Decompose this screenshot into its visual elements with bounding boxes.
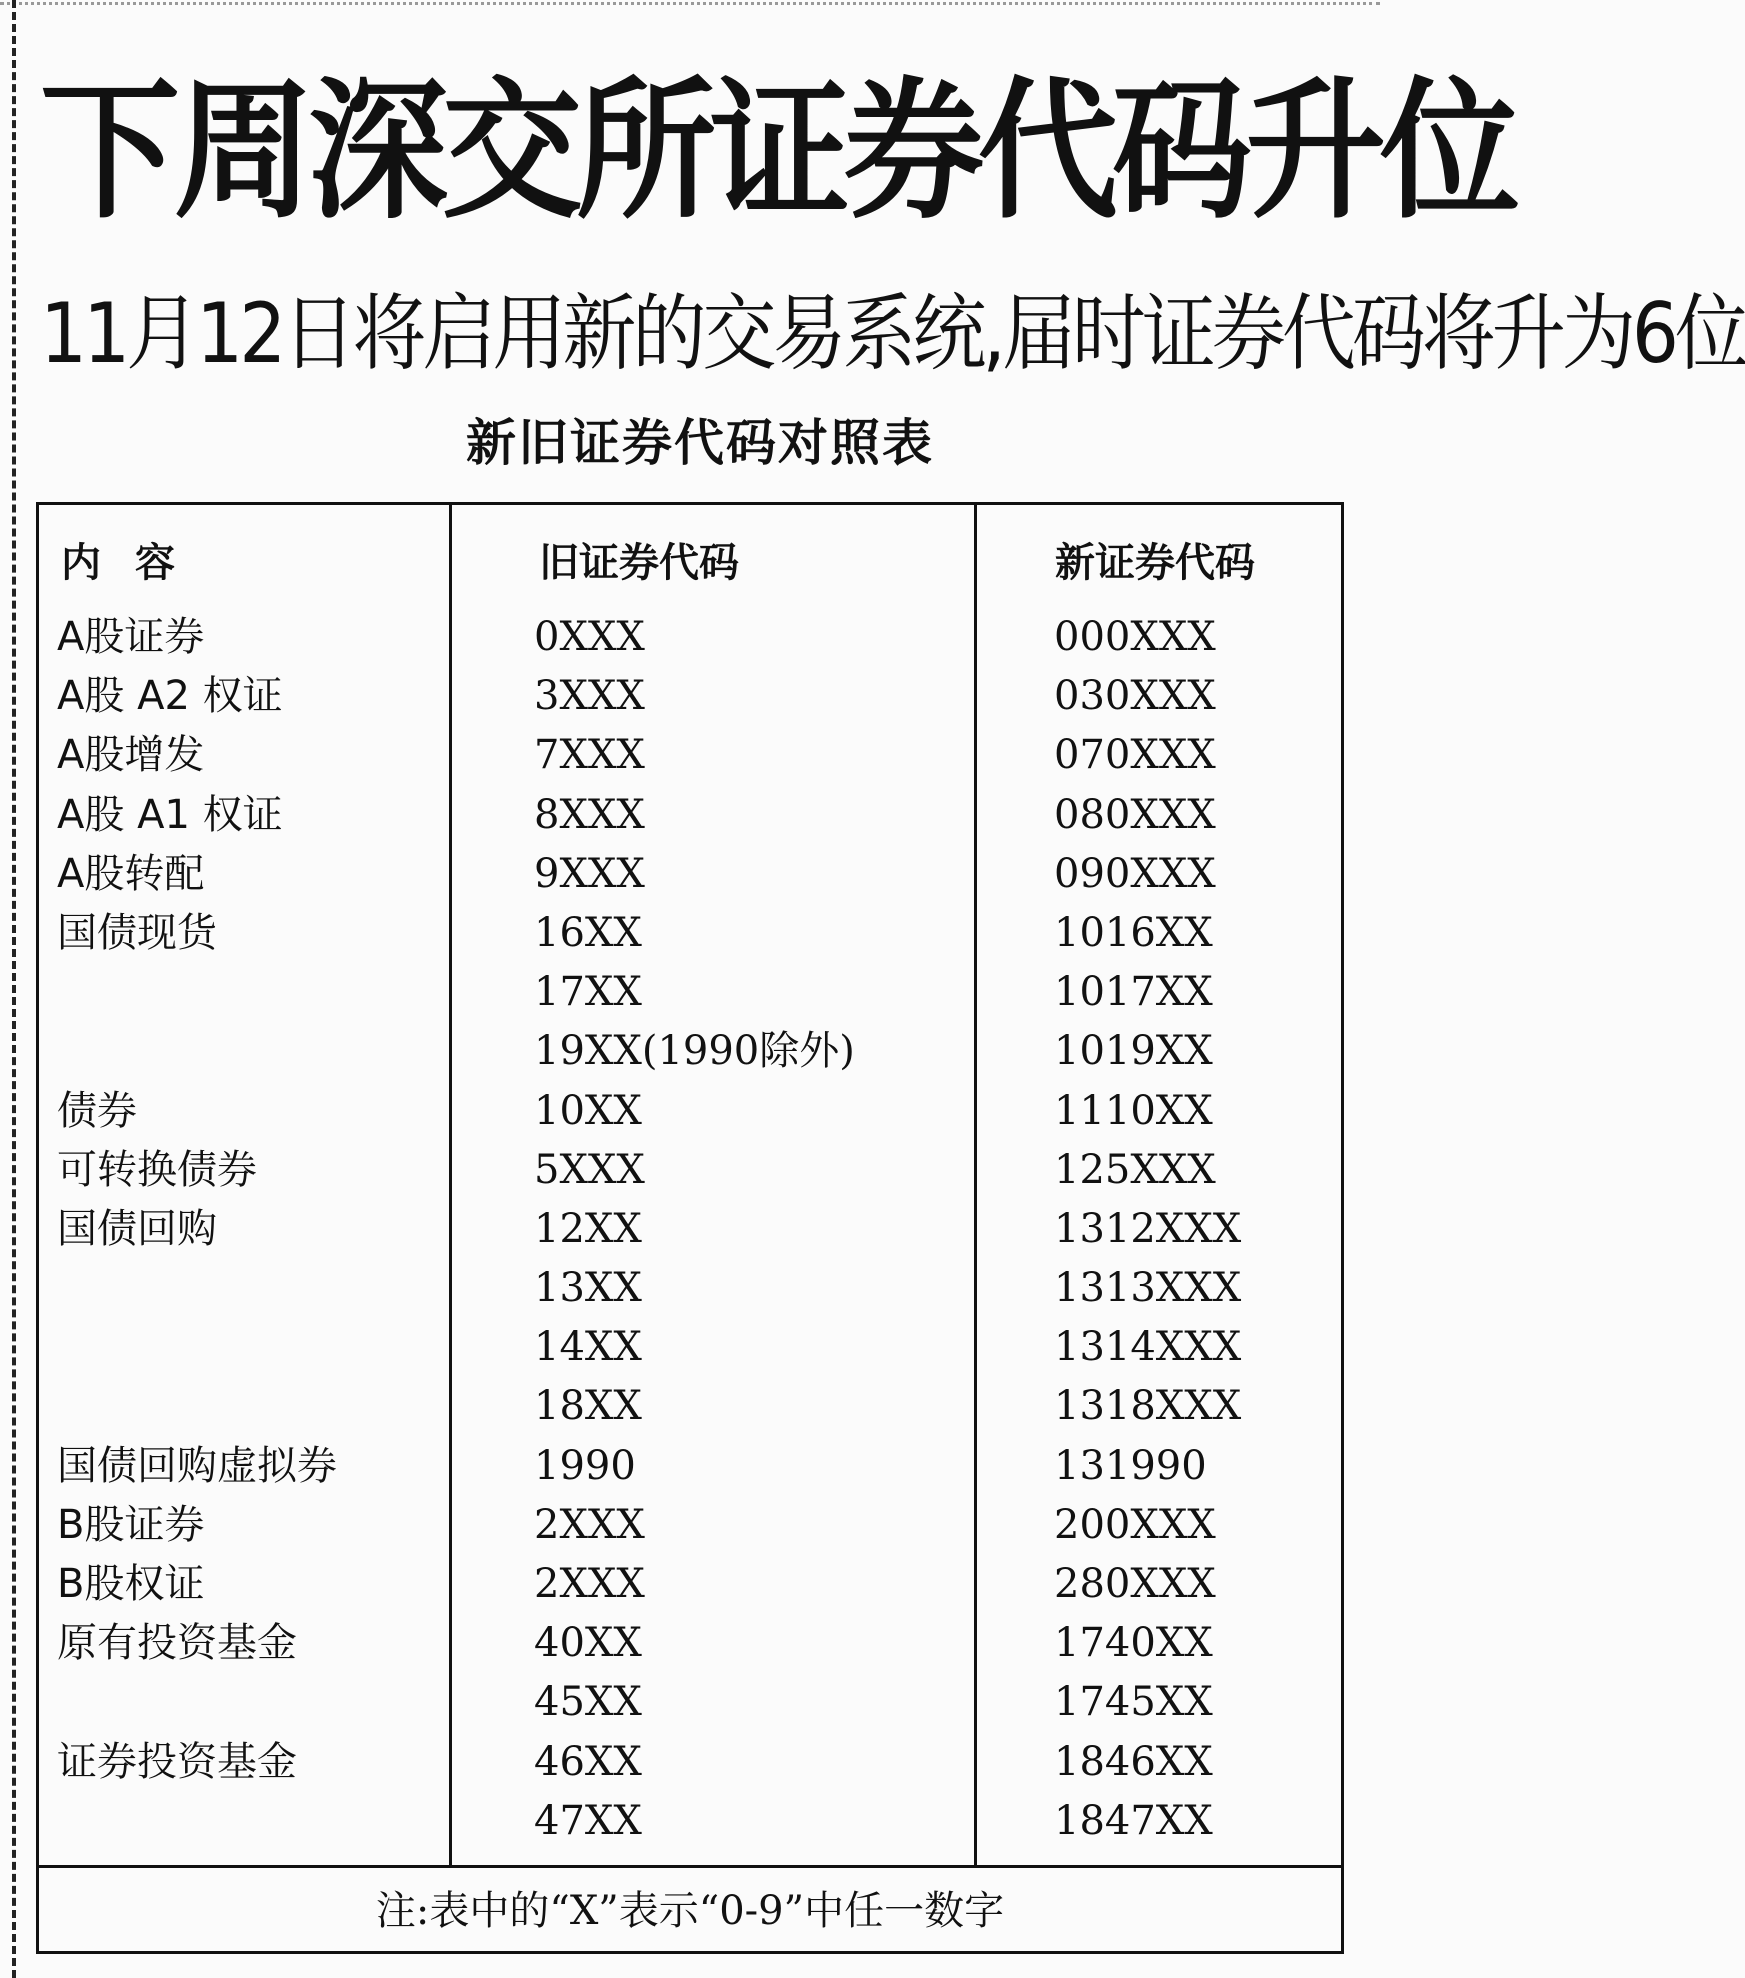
security-type: 国债回购 [57,1205,217,1252]
security-type: 债券 [57,1087,137,1134]
table-row [39,726,1341,785]
table-row [39,1614,1341,1673]
code-comparison-table [36,502,1344,1954]
table-row [39,1022,1341,1081]
new-code: 1110XX [1054,1087,1213,1134]
table-note: 注:表中的“X”表示“0-9”中任一数字 [375,1888,1005,1934]
old-code: 3XXX [534,673,645,720]
old-code: 18XX [534,1383,642,1430]
old-code: 16XX [534,909,642,956]
header-old-code: 旧证券代码 [539,540,739,586]
old-code: 17XX [534,969,642,1016]
old-code: 14XX [534,1324,642,1371]
new-code: 030XXX [1054,673,1216,720]
table-row [39,1200,1341,1259]
old-code: 0XXX [534,614,645,660]
old-code: 9XXX [534,850,645,897]
new-code: 1314XXX [1054,1324,1242,1371]
new-code: 1318XXX [1054,1383,1242,1430]
old-code: 47XX [534,1797,642,1844]
new-code: 1017XX [1054,969,1213,1016]
table-row [39,1673,1341,1732]
new-code: 1016XX [1054,909,1213,956]
old-code: 46XX [534,1738,642,1785]
new-code: 080XXX [1054,791,1216,838]
old-code: 10XX [534,1087,642,1134]
table-body [39,608,1341,1851]
table-row [39,1437,1341,1496]
security-type: 证券投资基金 [57,1738,297,1785]
table-row [39,963,1341,1022]
table-row [39,1377,1341,1436]
old-code: 8XXX [534,791,645,838]
new-code: 090XXX [1054,850,1216,897]
old-code: 2XXX [534,1561,645,1607]
old-code: 7XXX [534,732,645,779]
header-new-code: 新证券代码 [1055,540,1255,586]
headline: 下周深交所证券代码升位 [40,64,1515,241]
old-code: 13XX [534,1265,642,1312]
security-type: 国债现货 [57,909,217,956]
table-row [39,1259,1341,1318]
subheadline: 11月12日将启用新的交易系统,届时证券代码将升为6位 [40,285,1745,383]
note-divider [39,1865,1341,1868]
new-code: 1312XXX [1054,1205,1242,1252]
table-row [39,1318,1341,1377]
table-row [39,1496,1341,1555]
table-row [39,608,1341,667]
new-code: 131990 [1054,1442,1207,1489]
table-row [39,1082,1341,1141]
table-row [39,1555,1341,1614]
table-row [39,667,1341,726]
security-type: A股证券 [57,614,205,660]
security-type: 原有投资基金 [57,1620,297,1667]
header-content: 内容 [61,540,209,586]
old-code: 5XXX [534,1146,645,1193]
new-code: 070XXX [1054,732,1216,779]
new-code: 280XXX [1054,1561,1216,1607]
table-row [39,786,1341,845]
new-code: 200XXX [1054,1501,1216,1548]
old-code: 19XX(1990除外) [534,1028,855,1075]
new-code: 1313XXX [1054,1265,1242,1312]
security-type: B股权证 [57,1561,205,1607]
old-code: 2XXX [534,1501,645,1548]
cut-line-left [12,0,16,1978]
security-type: A股增发 [57,732,205,779]
security-type: B股证券 [57,1501,205,1548]
old-code: 12XX [534,1205,642,1252]
new-code: 1019XX [1054,1028,1213,1075]
old-code: 1990 [534,1442,636,1489]
table-row [39,904,1341,963]
table-row [39,1733,1341,1792]
old-code: 45XX [534,1679,642,1726]
table-title: 新旧证券代码对照表 [466,414,934,472]
security-type: A股转配 [57,850,205,897]
old-code: 40XX [534,1620,642,1667]
new-code: 125XXX [1054,1146,1216,1193]
security-type: A股 A2 权证 [57,673,283,720]
security-type: 国债回购虚拟券 [57,1442,337,1489]
table-row [39,1141,1341,1200]
new-code: 1740XX [1054,1620,1213,1667]
new-code: 1745XX [1054,1679,1213,1726]
new-code: 1847XX [1054,1797,1213,1844]
table-row [39,1792,1341,1851]
security-type: 可转换债券 [57,1146,257,1193]
table-row [39,845,1341,904]
new-code: 1846XX [1054,1738,1213,1785]
security-type: A股 A1 权证 [57,791,283,838]
cut-line-top [0,2,1380,5]
new-code: 000XXX [1054,614,1216,660]
